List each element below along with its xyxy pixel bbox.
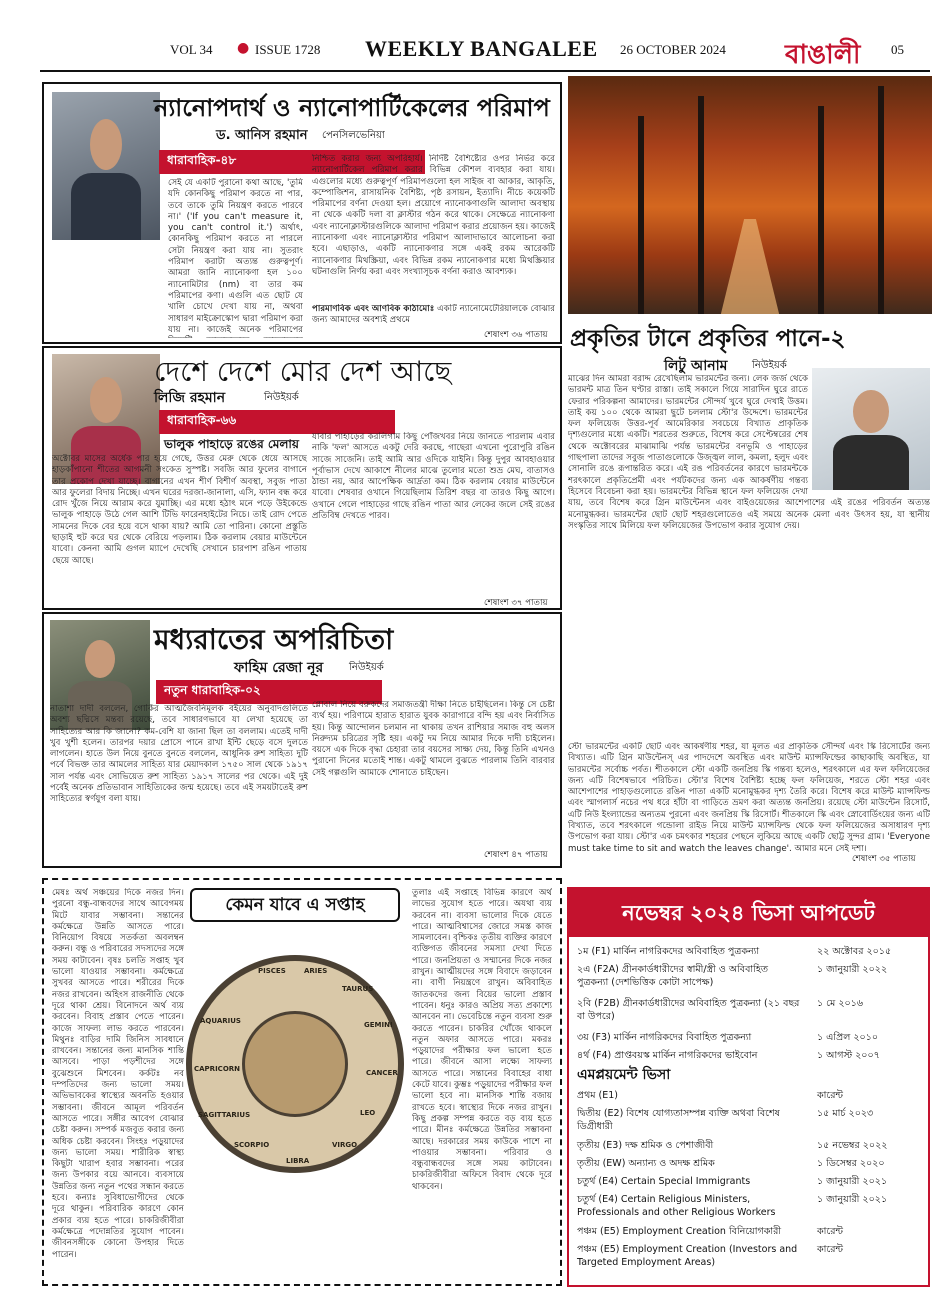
article-headline: প্রকৃতির টানে প্রকৃতির পানে-২	[570, 326, 846, 352]
zodiac-wheel	[186, 955, 404, 1173]
zodiac-sign-capricorn: CAPRICORN	[194, 1065, 241, 1073]
issue-label: ISSUE 1728	[255, 42, 321, 57]
visa-category: ২বি (F2B) গ্রীনকার্ডধারীদের অবিবাহিত পুত্রকন্যা (২১ বছর বা উপরে)	[577, 998, 800, 1022]
article-text: মাঝের দিন আমরা বরাদ্দ রেখেছিলাম ভারমন্টের জন্য। লেক জর্জ থেকে ভারমন্ট মাত্র তিন ঘণ্টার রাস্তা। তাই সকালে গিয়ে সারাদিন ঘুরে রাতে ফেরার পরিকল্পনা আমাদের। ভারমন্টের সৌন্দর্য খুবে ঘুরে দেখাই উত্তম। তাই কয় ১০০ থেকে আমরা ছুটে চললাম স্টো'র উদ্দেশে। ভারমন্টের ফল ফলিয়েজ উত্তর-পূর্ব আমেরিকার সবচেয়ে বিখ্যাত প্রাকৃতিক দৃশ্যগুলোর মধ্যে একটি। শরতের শুরুতে, বিশেষ করে সেপ্টেম্বরের শেষ থেকে অক্টোবরের মাঝামাঝি পর্যন্ত ভারমন্টের বনভূমি ও পাহাড়ের গাছপালা তাদের সবুজ পাতাগুলোকে উজ্জ্বল লাল, কমলা, হলুদ এবং সোনালি রঙে রূপান্তরিত করে। এই রঙ পরিবর্তনের কারণে ভারমন্টকে শরৎকালে প্রকৃতিপ্রেমী এবং পর্যটকদের জন্য এক আকর্ষণীয় গন্তব্য হিসেবে বিবেচনা করা হয়। ভারমন্টের বিভিন্ন স্থানে ফল ফলিয়েজ দেখা যায়, তবে বিশেষ করে গ্রিন মাউন্টেনস এবং বাইওয়েজের আশেপাশের এই রঙের পরিবর্তন অত্যন্ত মনোমুগ্ধকর। ভারমন্টের ছোট ছোট শহরগুলোতেও এই সময়ে অনেক মেলা এবং উৎসব হয়, যা স্থানীয় সংস্কৃতির সাথে মিলিয়ে ফল ফলিয়েজের উপভোগ করার সুযোগ দেয়।	[568, 374, 930, 531]
visa-category: চতুর্থ (E4) Certain Special Immigrants	[577, 1176, 751, 1187]
series-tag: নতুন ধারাবাহিক-০২	[156, 680, 382, 704]
visa-category: পঞ্চম (E5) Employment Creation বিনিয়োগকারী	[577, 1226, 782, 1237]
author-location: পেনসিলভেনিয়া	[322, 130, 385, 141]
article-column: স্টো ভারমন্টের একটি ছোট এবং আকর্ষণীয় শহর, যা মূলত এর প্রাকৃতিক সৌন্দর্য এবং স্কি রিসোর্টের জন্য বিখ্যাত। এটি গ্রিন মাউন্টেনস্ এর পাদদেশে অবস্থিত এবং মাউন্ট ম্যান্সফিল্ডের কাছাকাছি অবস্থিত, যা ভারমন্টের সর্বোচ্চ পর্বত। শীতকালে স্টো একটি জনপ্রিয় স্কি গন্তব্য হলেও, শরৎকালে এর ফল ফলিয়েজের জন্য এটি বিশেষভাবে পরিচিত। স্টো'র বিশেষ বৈশিষ্ট্য হচ্ছে ফল ফলিয়েজ, শরতে স্টো শহর এবং আশেপাশের পাহাড়গুলোতে রঙিন পাতা একটি মনোমুগ্ধকর দৃশ্য তৈরি করে। বিশেষ করে মাউন্ট ম্যান্সফিল্ড এবং স্মাগলার্স নচের পথ ধরে হাঁটা বা গাড়িতে ভ্রমণ করা অত্যন্ত জনপ্রিয়। রয়েছে স্টো মাউন্টেন রিসোর্ট, এটি নিউ ইংল্যান্ডের অন্যতম পুরনো এবং জনপ্রিয় স্কি রিসোর্ট। শীতকালে স্কি এবং স্নোবোর্ডিংয়ের জন্য এটি বিখ্যাত, তবে শরৎকালে গন্ডোলা রাইড নিয়ে মাউন্ট ম্যান্সফিল্ড থেকে ফল ফলিয়েজের অসাধারণ দৃশ্য উপভোগ করা যায়। স্টো'র এক চমৎকার শহরের পেছনে লুকিয়ে আছে একটি ছোট্ট সুন্দর গ্রাম। 'Everyone must take time to sit and watch the leaves change'. আমার মনে সেই দশা।	[568, 742, 930, 854]
visa-date: কারেন্ট	[817, 1090, 843, 1101]
article-column: গ্লোবাল নিয়ে বরুকদের সমাজতন্ত্রী দীক্ষা নিতে চাইছিলেন। কিন্তু সে চেষ্টা ব্যর্থ হয়। পরিণামে হারাত হারাত যুবক কারাগারে বন্দি হয় এবং নির্বাসিত হয়। কিন্তু আন্দোলন চলমান না থাকায় তখন রাশিয়ার সমাজ বহু অলস নিরুদ্যম চরিত্রের সৃষ্টি হয়। একটু দম নিয়ে আমার দিকে দাদী চাইলেন। বয়সে এক দিকে বৃদ্ধা চেহারা তার বয়সের সাক্ষ্য দেয়, কিন্তু তিনি এখনও পুরানো দিনের মতোই শান্ত। একটু থামলে বুঝতে পারলাম তিনি বারবার সেই গল্পগুলি আমাকে শোনাতে চাইছেন।	[312, 700, 555, 778]
visa-category: তৃতীয় (E3) দক্ষ শ্রমিক ও পেশাজীবী	[577, 1140, 714, 1151]
visa-date: ২২ অক্টোবর ২০১৫	[817, 946, 892, 957]
zodiac-sign-libra: LIBRA	[286, 1157, 310, 1165]
article-column: সেই যে একটি পুরানো কথা আছে, 'তুমি যদি কোনকিছু পরিমাপ করতে না পার, তবে তাকে তুমি নিয়ন্ত্রণ করতে পারবে না।' ('If you can't measure it, you can't control it.') অর্থাৎ, কোনকিছু পরিমাপ করতে না পারলে সেটা নিয়ন্ত্রণ করা যায় না। সুতরাং পরিমাপ করাটা অত্যন্ত গুরুত্বপূর্ণ। আমরা জানি ন্যানোকণা হল ১০০ ন্যানোমিটার (nm) বা তার কম পরিমাপের কণা। এগুলি এত ছোট যে খালি চোখে দেখা যায় না, অথবা সাধারণ মাইক্রোস্কোপ দ্বারা পরিমাপ করা যায় না। কাজেই অনেক পরিমাপের	[168, 178, 303, 335]
author-location: নিউইয়র্ক	[264, 392, 299, 403]
article-column: যাবার পাহাড়ের করলিগাম কিছু পোঁজখবর নিয়ে জানতে পারলাম এবার নাকি 'ফল' আসতে একটু দেরি করছে, গাছেরা এখনো পুরোপুরি রঙিন সাজে সাজেনি। তাই আমি আর ওদিকে যাইনি। কিন্তু দুপুর আবহাওয়ার পূর্বাভাস দেখে আকাশে নীলের মাঝে তুলোর মতো শুভ্র মেঘ, বাতাসও ঠান্ডা নয়, আর আপেক্ষিক আর্দ্রতা কম। ঠিক করলাম বেয়ার মাউন্টেনে যাবো। শেষবার ওখানে গিয়েছিলাম তিরিশ বছর বা তারও কিছু আগে। ওখানে গেলে পাহাড়ের গাছে রঙিন পাতা আর লেকের জলে সেই রঙের প্রতিবিম্ব দেখতে পারব।	[312, 432, 555, 522]
article-nanoparticles	[42, 82, 562, 344]
section-subhead: পারমাণবিক এবং আণবিক কাঠামোঃ	[312, 304, 435, 314]
continued-note: শেষাংশ ৩৫ পাতায়	[852, 854, 916, 864]
article-column: নাতাশা দাদী বললেন, গোর্কির আত্মজৈবনিমূলক বইয়ের অনুবাদগুলিতে অবশ্য ছদ্মিসে মন্তব্য রয়েছে, তবে সাধারণভাবে যা লেখা হয়েছে তা সাহিত্যের আর কি জানো? কম-বেশি যা জানা ছিল তা বললাম। এতেই দাদী খুব খুশী হলেন। তারপর দয়ার প্রোসে পানে রাখা ইন্টি ছেড়ে বসে দুলতে লাগলেন। হাতে উল নিয়ে বুনতে বুনতে বললেন, আধুনিক রুশ সাহিত্য দুটি পর্বে বিভক্ত তার আমলের সাহিত্য যার মেয়াদকাল ১৭৫০ সাল থেকে ১৯১৭ সাল পর্যন্ত এবং সোভিয়েত রুশ সাহিত্য ১৯১৭ সালের পর থেকে। এই দুই পর্বেই অনেক প্রতিভাবান সাহিত্যিকের জন্ম হয়েছে। তবে এই সময়টাতেই রুশ সাহিত্যের স্বর্ণযুগ বলা যায়।	[50, 704, 308, 805]
zodiac-sign-cancer: CANCER	[366, 1069, 398, 1077]
continued-note: শেষাংশ ৪৭ পাতায়	[484, 850, 548, 860]
separator-dot-icon: ●	[237, 40, 250, 56]
employment-visa-title: এমপ্লয়মেন্ট ভিসা	[577, 1067, 671, 1083]
continued-note: শেষাংশ ৩৬ পাতায়	[484, 330, 548, 340]
continued-note: শেষাংশ ৩৭ পাতায়	[484, 598, 548, 608]
series-tag: ধারাবাহিক-৬৬	[159, 410, 395, 434]
visa-category: ২এ (F2A) গ্রীনকার্ডধারীদের স্বামী/স্ত্রী ও অবিবাহিত পুত্রকন্যা (দেশভিত্তিক কোটা সাপেক্ষ)	[577, 964, 768, 988]
author-name: লিজি রহমান	[154, 390, 226, 406]
visa-date: ১৫ মার্চ ২০২৩	[817, 1108, 874, 1119]
zodiac-sign-scorpio: SCORPIO	[234, 1141, 270, 1149]
visa-date: ১ আগস্ট ২০০৭	[817, 1050, 880, 1061]
zodiac-sign-aquarius: AQUARIUS	[200, 1017, 241, 1025]
zodiac-sign-virgo: VIRGO	[332, 1141, 358, 1149]
visa-date: ১ মে ২০১৬	[817, 998, 864, 1009]
visa-date: ১ জানুয়ারী ২০২২	[817, 964, 888, 975]
page-number: 05	[891, 42, 904, 57]
zodiac-wheel-center	[242, 1011, 348, 1117]
volume-label: VOL 34	[170, 42, 213, 57]
visa-date: কারেন্ট	[817, 1226, 843, 1237]
visa-date: কারেন্ট	[817, 1244, 843, 1255]
article-column	[568, 374, 930, 742]
article-column: অক্টোবর মাসের অর্ধেক পার হয়ে গেছে, উত্তর মেরু থেকে ধেয়ে আসছে হাড়কাঁপানো শীতের আগমনী সংকেত সুস্পষ্ট। সবজি আর ফুলের বাগানে তার প্রকোপ দেখা যাচ্ছে। বাগানের এখন শীর্ণ বিশীর্ণ অবস্থা, সবুজ পাতা আর ফুলেরা বিদায় নিচ্ছে। এখন ঘরের দরজা-জানালা, এসি, ফ্যান বন্ধ করে রোদ খুঁজে নিয়ে আরাম করে যুমাচ্ছি। এর মধ্যে হঠাৎ মনে পড়ে উইকেন্ডে ভালুক পাহাড়ে উঠে গেল আশি টিভি ফারেনহাইটের নিচে। তাই রোদ পেতে সামনের দিকে বের হয়ে বসে থাকা যায়? আমি তো পারিনা। কোনো প্রস্তুতি ছাড়াই হুট করে ঘর থেকে বেরিয়ে পড়লাম। ঠিক করলাম বেয়ার মাউন্টেনে যাবো। কেননা আমি গুগল ম্যাপে দেখেছি সেখানে চারপাশ রঙিন পাতায় ছেয়ে আছে।	[52, 454, 307, 566]
article-text: একটি ন্যানোমেটেরিয়ালকে বোঝার জন্য আমাদের অবশ্যই প্রথমে	[312, 304, 555, 326]
visa-update-panel	[567, 887, 930, 1287]
autumn-forest-photo	[568, 76, 932, 314]
zodiac-sign-sagittarius: SAGITTARIUS	[198, 1111, 251, 1119]
visa-category: ১ম (F1) মার্কিন নাগরিকদের অবিবাহিত পুত্রকন্যা	[577, 946, 760, 957]
visa-date: ১ জানুয়ারী ২০২১	[817, 1176, 888, 1187]
visa-date: ১ জানুয়ারী ২০২১	[817, 1194, 888, 1205]
visa-category: ৪র্থ (F4) প্রাপ্তবয়স্ক মার্কিন নাগরিকদের ভাইবোন	[577, 1050, 758, 1061]
horoscope-right-column: তুলাঃ এই সপ্তাহে বিভিন্ন কারণে অর্থ লাভের সুযোগ হতে পারে। অযথা ব্যয় করবেন না। ব্যবসা ভালোর দিকে যেতে পারে। আত্মবিশ্বাসের জোরে সমস্ত কাজ সামলাবেন। বৃশ্চিকঃ তৃতীয় ব্যক্তির কারণে ব্যক্তিগত জীবনের সমস্যা দেখা দিতে পারে। জনপ্রিয়তা ও সম্মানের দিকে নজর রাখুন। আত্মীয়দের সঙ্গে বিবাদে জড়াবেন না। বাণী নিয়ন্ত্রণে রাখুন। অবিবাহিত জাতকদের জন্য বিয়ের ভালো প্রস্তাব পাবেন। ধনুঃ কারও অপ্রিয় সত্য প্রকাশ্যে আনবেন না। ভেবেচিন্তে নতুন ব্যবসা শুরু করতে পারেন। চাকরির খোঁজে থাকলে নতুন অফার আসতে পারে। মকরঃ পড়ুয়াদের পরীক্ষার ফল ভালো হতে পারে। জীবনে আসা লক্ষ্যে সাফল্য আসতে পারে। সন্তানের বিবাহের বাধা কেটে যাবে। কুম্ভঃ পড়ুয়াদের পরীক্ষার ফল ভালো হবে না। মানসিক শান্তি বজায় রাখতে হবে। স্বাস্থ্যের দিকে নজর রাখুন। কিছু প্রকল্প সম্পন্ন করতে বড় ব্যয় হতে পারে। মীনঃ কর্মক্ষেত্রে উন্নতির সম্ভাবনা আছে। দরকারের সময় কাউকে পাশে না পাওয়ার সম্ভাবনা। পরিবার ও বন্ধুবান্ধবদের সঙ্গে সময় কাটাবেন। চাকরিজীবীরা অফিসে বিবাদ থেকে দূরে থাকবেন।	[412, 888, 552, 1192]
article-column	[312, 304, 555, 328]
article-deshe-deshe	[42, 346, 562, 610]
issue-date: 26 OCTOBER 2024	[620, 42, 726, 57]
article-headline: দেশে দেশে মোর দেশ আছে	[154, 355, 452, 388]
author-location: নিউইয়র্ক	[349, 662, 384, 673]
header-rule	[40, 70, 930, 72]
visa-date: ১৫ নভেম্বর ২০২২	[817, 1140, 888, 1151]
author-name: ড. আনিস রহমান	[216, 128, 308, 143]
author-name: লিটু আনাম	[664, 358, 728, 374]
author-photo	[52, 92, 160, 240]
visa-category: ৩য় (F3) মার্কিন নাগরিকদের বিবাহিত পুত্রকন্যা	[577, 1032, 752, 1043]
visa-date: ১ ডিসেম্বর ২০২০	[817, 1158, 885, 1169]
visa-category: প্রথম (E1)	[577, 1090, 618, 1101]
visa-date: ১ এপ্রিল ২০১০	[817, 1032, 879, 1043]
series-tag: ধারাবাহিক-৪৮	[159, 150, 425, 174]
article-headline: ন্যানোপদার্থ ও ন্যানোপার্টিকেলের পরিমাপ	[154, 94, 550, 122]
article-madhyarater	[42, 612, 562, 868]
horoscope-title: কেমন যাবে এ সপ্তাহ	[190, 888, 400, 922]
masthead	[165, 36, 930, 70]
zodiac-sign-gemini: GEMINI	[364, 1021, 393, 1029]
zodiac-sign-leo: LEO	[360, 1109, 376, 1117]
article-column: নিশ্চিত করার জন্য অপরিহার্য। নির্দিষ্ট বৈশিষ্ট্যের ওপর নির্ভর করে ন্যানোপার্টিকেল পরিমাপ করার বিভিন্ন কৌশল ব্যবহার করা যায়। এগুলোর মধ্যে গুরুত্বপূর্ণ পরিমাপগুলো হল সাইজ বা আকার, আকৃতি, কম্পোজিশন, রাসায়নিক বৈশিষ্ট্য, পৃষ্ঠ রসায়ন, ইত্যাদি। নীচে কয়েকটি পরিমাপের বর্ণনা দেওয়া হল। প্রয়োগে ন্যানোকণাগুলি আলাদা অবস্থায় না থেকে একটি দলা বা ক্লাস্টার গঠন করে থাকে। সেক্ষেত্রে ন্যানোকণা এবং ন্যানোক্লাস্টারগুলিকে আলাদা পরিমাপ করার প্রয়োজন হয়। কাজেই ন্যানোকণা এবং ন্যানোক্লাস্টার পরিমাপ আলাদাভাবে আলোচনা করা হবে। এছাড়াও, একটি ন্যানোকণার সঙ্গে একই রকম আরেকটি ন্যানোকণার মিথস্ক্রিয়া, এবং বিভিন্ন রকম ন্যানোকণার মধ্যে মিথস্ক্রিয়ার ঘটনাগুলি নির্ণয় করা এবং সংখ্যাসূচক বর্ণনা করাও আবশ্যক।	[312, 154, 555, 277]
visa-category: দ্বিতীয় (E2) বিশেষ যোগ্যতাসম্পন্ন ব্যক্তি অথবা বিশেষ ডিগ্রীধারী	[577, 1108, 780, 1132]
article-headline: মধ্যরাতের অপরিচিতা	[154, 623, 394, 656]
zodiac-sign-taurus: TAURUS	[342, 985, 374, 993]
visa-category: চতুর্থ (E4) Certain Religious Ministers, Professionals and other Religious Workers	[577, 1194, 776, 1218]
section-subhead: ভালুক পাহাড়ে রঙের মেলায়	[164, 437, 299, 451]
author-name: ফাহিম রেজা নূর	[234, 660, 324, 676]
visa-title: নভেম্বর ২০২৪ ভিসা আপডেট	[569, 889, 928, 937]
zodiac-sign-pisces: PISCES	[258, 967, 286, 975]
bangalee-logo: বাঙালী	[785, 40, 861, 70]
visa-category: তৃতীয় (EW) অন্যান্য ও অদক্ষ শ্রমিক	[577, 1158, 715, 1169]
visa-category: পঞ্চম (E5) Employment Creation (Investors and Targeted Employment Areas)	[577, 1244, 798, 1268]
newspaper-title: WEEKLY BANGALEE	[365, 36, 598, 61]
zodiac-sign-aries: ARIES	[304, 967, 328, 975]
author-location: নিউইয়র্ক	[752, 360, 787, 371]
horoscope-left-column: মেষঃ অর্থ সঞ্চয়ের দিকে নজর দিন। পুরনো বন্ধু-বান্ধবদের সাথে আবেগময় মিটে যাবার সম্ভাবনা। সন্তানের কর্মক্ষেত্রে উন্নতি আসতে পারে। বিনিয়োগ বিষয়ে সতর্কতা অবলম্বন করুন। বন্ধু ও পরিবারের সদস্যদের সঙ্গে সময় কাটাবেন। বৃষঃ চলতি সপ্তাহ খুব ভালো যাওয়ার সম্ভাবনা। কর্মক্ষেত্রে সুখবর আসতে পারে। শরীরের দিকে নজর রাখবেন। অহিংস রাজনীতি থেকে দূরে থাকা শ্রেয়। বিনোদনে অর্থ ব্যয় করবেন। বিবাহ প্রস্তাব পেতে পারেন। কাজে সাফল্য লাভ করতে পারবেন। মিথুনঃ বাড়ির দামি জিনিস সাবধানে রাখবেন। সন্তানের জন্য মানসিক শান্তি আসবে। পাড়া পড়শীদের সঙ্গে বুঝেশুনে মিশবেন। কর্কটঃ নব দম্পতিদের জন্য ভালো সময়। অভিভাবকের স্বাস্থ্যের অবনতি হওয়ার সম্ভাবনা। জীবনে আমূল পরিবর্তন আসতে পারে। সঙ্গীর আবেগ বোঝার চেষ্টা করুন। সম্পর্ক মজবুত করার জন্য অধিক চেষ্টা করবেন। সিংহঃ পড়ুয়াদের জন্য ভালো সময়। শারীরিক স্বাস্থ্য কিছুটা খারাপ হবার সম্ভাবনা। পরের জন্য উপকার বয়ে আনবে। ব্যবসায়ে উন্নতির জন্য নতুন পথের সন্ধান করতে হবে। কন্যাঃ সুবিধাভোগীদের থেকে দূরে থাকুন। পরিবারিক কারণে কোন প্রকার ব্যয় হতে পারে। চাকরিজীবীরা কর্মক্ষেত্রে পদোন্নতির সুযোগ পাবেন। জীবনসঙ্গীকে কোনো উপহার দিতে পারেন।	[52, 888, 184, 1260]
